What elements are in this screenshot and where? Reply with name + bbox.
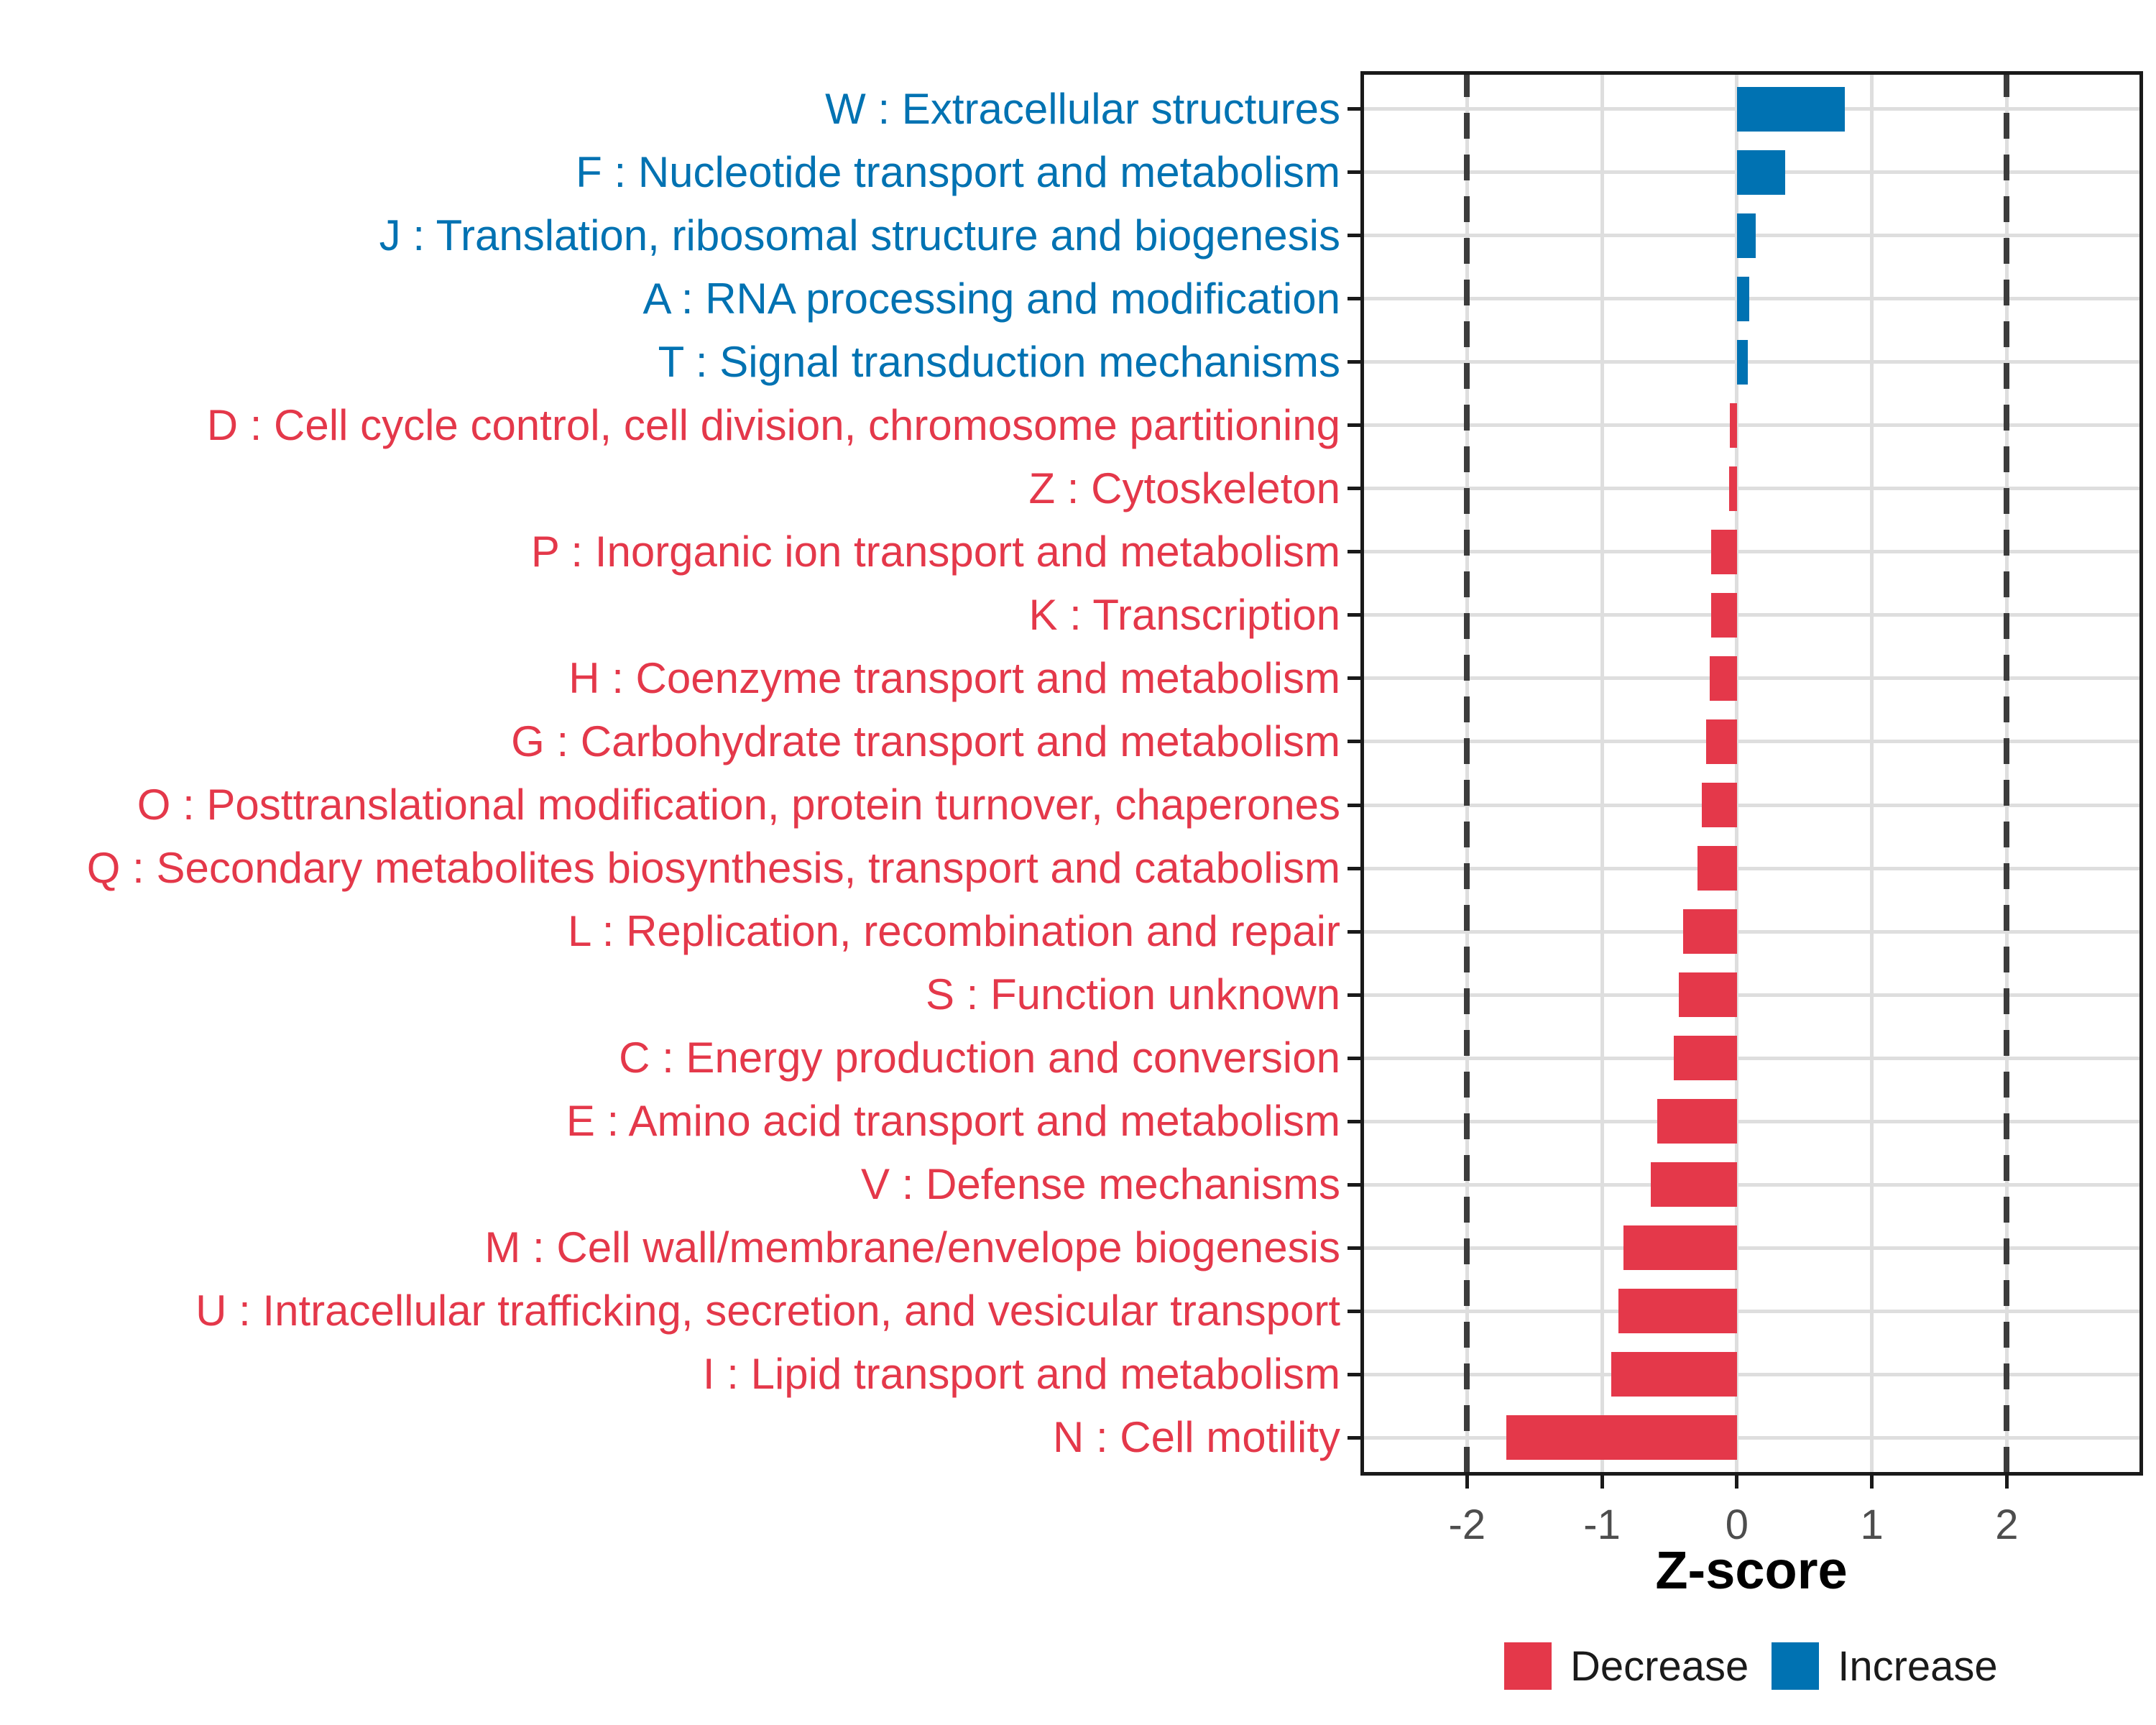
bar [1611,1352,1737,1397]
gridline-vertical [1870,71,1874,1476]
y-axis-tick [1348,297,1360,300]
gridline-horizontal [1360,1310,2143,1313]
gridline-horizontal [1360,613,2143,617]
bar [1737,87,1845,132]
category-label: G : Carbohydrate transport and metabolism [511,717,1340,765]
category-label: F : Nucleotide transport and metabolism [576,147,1340,196]
category-label: P : Inorganic ion transport and metabolism [530,527,1340,576]
category-label: K : Transcription [1028,590,1340,639]
gridline-horizontal [1360,423,2143,427]
gridline-horizontal [1360,676,2143,680]
y-axis-tick [1348,993,1360,997]
bar [1737,277,1749,321]
x-axis-tick [1870,1476,1874,1489]
x-axis-tick-label: -2 [1448,1501,1486,1548]
bar [1711,593,1737,638]
gridline-horizontal [1360,1057,2143,1060]
y-axis-tick [1348,1436,1360,1440]
bar [1657,1099,1737,1144]
y-axis-tick [1348,234,1360,237]
y-axis-tick [1348,1373,1360,1376]
category-label: A : RNA processing and modification [642,274,1340,323]
bar [1737,150,1786,195]
y-axis-tick [1348,676,1360,680]
gridline-horizontal [1360,550,2143,553]
legend [1504,1642,1998,1690]
category-label: D : Cell cycle control, cell division, chromosome partitioning [206,400,1340,449]
bar [1651,1162,1737,1207]
bar [1737,213,1756,258]
gridline-horizontal [1360,297,2143,300]
y-axis-tick [1348,613,1360,617]
x-axis-title: Z-score [1655,1540,1848,1600]
y-axis-tick [1348,107,1360,111]
x-axis-tick-label: 0 [1725,1501,1749,1548]
category-label: T : Signal transduction mechanisms [658,337,1340,386]
legend-entry [1772,1642,1997,1690]
bar [1697,846,1736,891]
bar [1737,340,1748,385]
gridline-horizontal [1360,1246,2143,1250]
category-label: N : Cell motility [1052,1413,1340,1462]
x-axis-tick-label: 2 [1995,1501,2019,1548]
gridline-horizontal [1360,804,2143,807]
gridline-horizontal [1360,867,2143,870]
bar [1710,656,1737,701]
category-label: L : Replication, recombination and repair [567,907,1340,956]
x-axis-tick [1735,1476,1738,1489]
gridline-horizontal [1360,930,2143,934]
x-axis-tick [1600,1476,1604,1489]
y-axis-tick [1348,550,1360,553]
bar [1730,403,1736,448]
bar [1618,1289,1737,1333]
category-label: V : Defense mechanisms [861,1160,1340,1209]
bar [1702,783,1737,827]
y-axis-tick [1348,1310,1360,1313]
category-label: H : Coenzyme transport and metabolism [568,653,1340,702]
gridline-horizontal [1360,360,2143,364]
category-label: E : Amino acid transport and metabolism [566,1097,1340,1146]
y-axis-tick [1348,804,1360,807]
gridline-vertical [1600,71,1604,1476]
y-axis-tick [1348,360,1360,364]
y-axis-tick [1348,1183,1360,1187]
legend-label: Increase [1838,1642,1998,1690]
category-label: S : Function unknown [925,970,1340,1019]
category-label: C : Energy production and conversion [619,1034,1340,1082]
y-axis-tick [1348,423,1360,427]
legend-swatch-decrease [1504,1642,1552,1690]
bar [1679,972,1737,1017]
bar [1711,530,1737,574]
y-axis-tick [1348,170,1360,174]
category-label: Q : Secondary metabolites biosynthesis, transport and catabolism [86,844,1340,893]
legend-entry [1504,1642,1749,1690]
category-label: W : Extracellular structures [825,84,1340,133]
legend-label: Decrease [1570,1642,1749,1690]
x-axis-tick [2005,1476,2009,1489]
x-axis-tick-label: -1 [1583,1501,1621,1548]
y-axis-tick [1348,1057,1360,1060]
bar [1683,909,1737,954]
dashed-reference-line [2004,71,2009,1476]
category-label: U : Intracellular trafficking, secretion, and vesicular transport [195,1287,1340,1335]
y-axis-tick [1348,867,1360,870]
bar [1674,1036,1737,1080]
bar [1706,719,1737,764]
x-axis-tick [1465,1476,1469,1489]
bar [1729,466,1737,511]
gridline-horizontal [1360,1373,2143,1376]
y-axis-tick [1348,1246,1360,1250]
gridline-horizontal [1360,487,2143,490]
gridline-horizontal [1360,1436,2143,1440]
category-label: M : Cell wall/membrane/envelope biogenesis [484,1223,1340,1272]
gridline-horizontal [1360,1120,2143,1123]
gridline-horizontal [1360,1183,2143,1187]
plot-panel [1360,71,2143,1476]
gridline-horizontal [1360,740,2143,743]
category-label: Z : Cytoskeleton [1028,464,1340,512]
gridline-horizontal [1360,993,2143,997]
category-label: J : Translation, ribosomal structure and biogenesis [379,211,1340,259]
x-axis-tick-label: 1 [1860,1501,1884,1548]
y-axis-tick [1348,740,1360,743]
legend-swatch-increase [1772,1642,1819,1690]
bar [1623,1225,1737,1270]
y-axis-tick [1348,1120,1360,1123]
category-label: I : Lipid transport and metabolism [702,1350,1340,1399]
category-label: O : Posttranslational modification, protein turnover, chaperones [137,781,1340,829]
y-axis-tick [1348,487,1360,490]
dashed-reference-line [1464,71,1470,1476]
y-axis-tick [1348,930,1360,934]
bar [1506,1415,1737,1460]
